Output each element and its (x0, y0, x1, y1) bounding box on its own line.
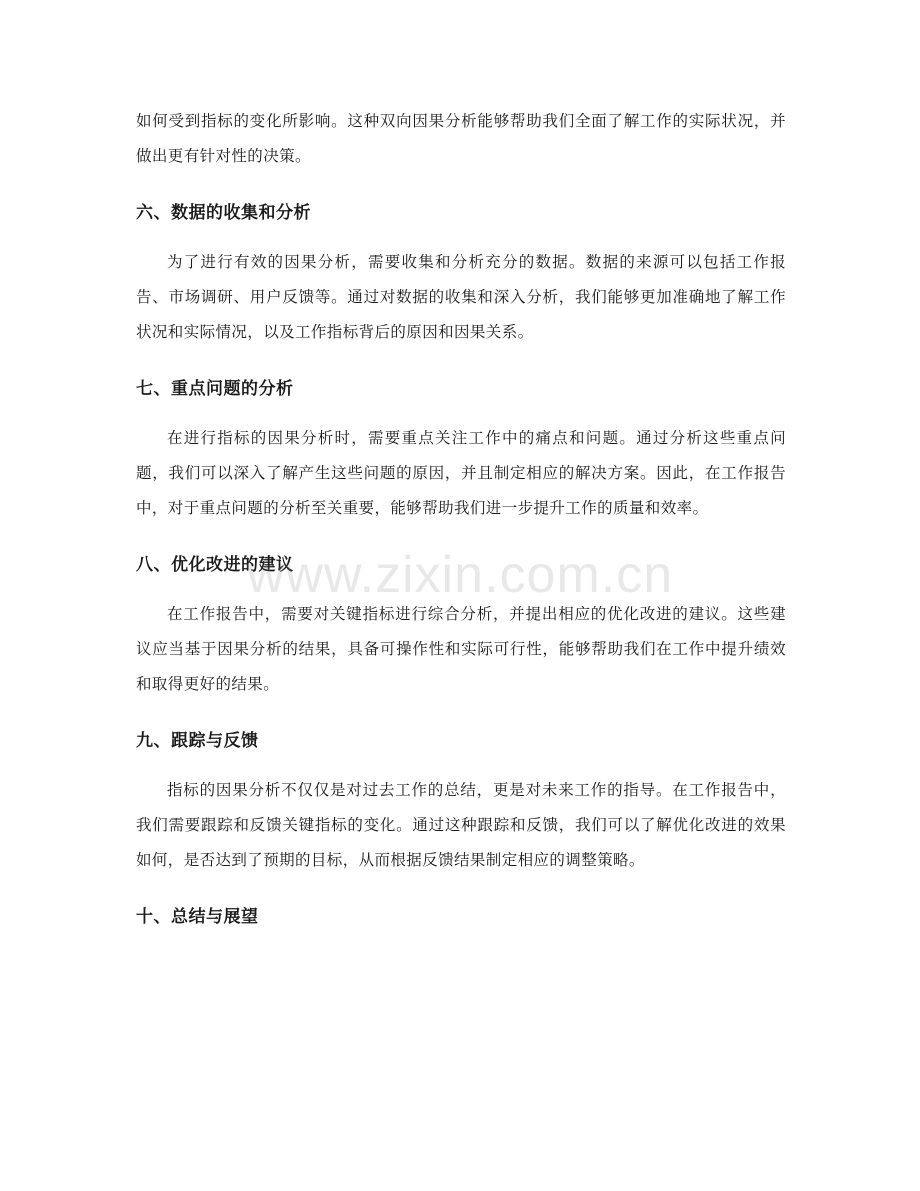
section-heading-10: 十、总结与展望 (136, 907, 259, 927)
section-body-8: 在工作报告中，需要对关键指标进行综合分析，并提出相应的优化改进的建议。这些建议应当基于因果分析的结果，具备可操作性和实际可行性，能够帮助我们在工作中提升绩效和取得更好的结果。 (136, 605, 786, 693)
section-heading-9: 九、跟踪与反馈 (136, 731, 259, 751)
section-heading-6: 六、数据的收集和分析 (136, 203, 311, 223)
intro-paragraph: 如何受到指标的变化所影响。这种双向因果分析能够帮助我们全面了解工作的实际状况，并做出更有针对性的决策。 (136, 112, 786, 165)
section-heading-8: 八、优化改进的建议 (136, 555, 294, 575)
watermark: www.zixin.com.cn (246, 546, 674, 604)
section-body-6: 为了进行有效的因果分析，需要收集和分析充分的数据。数据的来源可以包括工作报告、市场调研、用户反馈等。通过对数据的收集和深入分析，我们能够更加准确地了解工作状况和实际情况，以及工作指标背后的原因和因果关系。 (136, 253, 786, 341)
document-page (136, 104, 786, 929)
section-heading-7: 七、重点问题的分析 (136, 379, 294, 399)
section-body-9: 指标的因果分析不仅仅是对过去工作的总结，更是对未来工作的指导。在工作报告中，我们需要跟踪和反馈关键指标的变化。通过这种跟踪和反馈，我们可以了解优化改进的效果如何，是否达到了预期的目标，从而根据反馈结果制定相应的调整策略。 (136, 781, 786, 869)
section-body-7: 在进行指标的因果分析时，需要重点关注工作中的痛点和问题。通过分析这些重点问题，我们可以深入了解产生这些问题的原因，并且制定相应的解决方案。因此，在工作报告中，对于重点问题的分析至关重要，能够帮助我们进一步提升工作的质量和效率。 (136, 429, 786, 517)
